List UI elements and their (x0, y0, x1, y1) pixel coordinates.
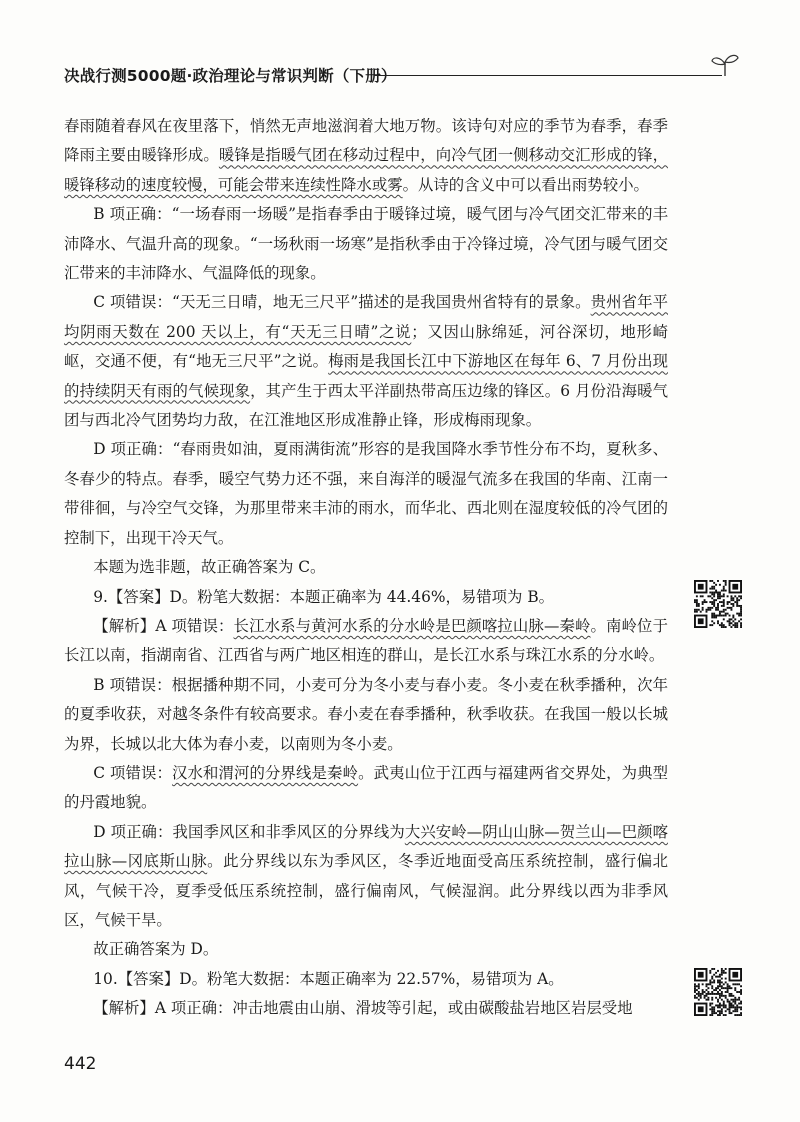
text-run: 9.【答案】D。粉笔大数据：本题正确率为 44.46%，易错项为 B。 (93, 587, 555, 606)
underlined-text: 梅雨是我国长江中下游地区在每年 6、7 月份出现的持续阴天有雨的气候现象 (64, 352, 668, 400)
leaf-sprout-icon (710, 52, 740, 78)
text-run: 【解析】A 项错误： (93, 616, 234, 635)
qr-code-icon[interactable] (694, 580, 742, 628)
text-run: 故正确答案为 D。 (93, 940, 219, 959)
underlined-text: 汉水和渭河的分界线是秦岭 (172, 763, 359, 782)
text-run: 。武夷山位于江西与福建两省交界处，为典型的丹霞地貌。 (64, 763, 668, 812)
paragraph (64, 112, 668, 200)
text-run: B 项正确：“一场春雨一场暖”是指春季由于暖锋过境，暖气团与冷气团交汇带来的丰沛降水、气温升高的现象。“一场秋雨一场寒”是指秋季由于冷锋过境，冷气团与暖气团交汇带来的丰沛降水、气温降低的现象。 (64, 205, 668, 283)
text-run: D 项正确：我国季风区和非季风区的分界线为 (93, 822, 405, 841)
paragraph (64, 200, 668, 288)
text-run: 本题为选非题，故正确答案为 C。 (93, 558, 326, 577)
paragraph (64, 965, 668, 994)
paragraph (64, 818, 668, 936)
text-run: 【解析】A 项正确：冲击地震由山崩、滑坡等引起，或由碳酸盐岩地区岩层受地 (93, 999, 633, 1018)
underlined-text: 长江水系与黄河水系的分水岭是巴颜喀拉山脉—秦岭 (233, 616, 591, 635)
paragraph (64, 612, 668, 671)
text-run: B 项错误：根据播种期不同，小麦可分为冬小麦与春小麦。冬小麦在秋季播种，次年的夏季收获，对越冬条件有较高要求。春小麦在春季播种，秋季收获。在我国一般以长城为界，长城以北大体为春小麦，以南则为冬小麦。 (64, 675, 668, 753)
qr-code-icon[interactable] (694, 968, 742, 1016)
paragraph (64, 553, 668, 582)
paragraph (64, 994, 668, 1023)
underlined-text: 大兴安岭—阴山山脉—贺兰山—巴颜喀拉山脉—冈底斯山脉 (64, 822, 668, 871)
header-rule (374, 75, 722, 76)
text-run: ，其产生于西太平洋副热带高压边缘的锋区。6 月份沿海暖气团与西北冷气团势均力敌，在江淮地区形成准静止锋，形成梅雨现象。 (64, 381, 668, 430)
paragraph (64, 671, 668, 759)
text-run: 。此分界线以东为季风区，冬季近地面受高压系统控制，盛行偏北风，气候干冷，夏季受低压系统控制，盛行偏南风，气候湿润。此分界线以西为非季风区，气候干旱。 (64, 852, 668, 929)
text-run: 。从诗的含义中可以看出雨势较小。 (402, 175, 649, 194)
explanation-body (64, 112, 668, 1024)
underlined-text: 贵州省年平均阴雨天数在 200 天以上，有“天无三日晴”之说 (64, 293, 668, 341)
text-run: D 项正确：“春雨贵如油，夏雨满街流”形容的是我国降水季节性分布不均，夏秋多、冬春少的特点。春季，暖空气势力还不强，来自海洋的暖湿气流多在我国的华南、江南一带徘徊，与冷空气交锋，为那里带来丰沛的雨水，而华北、西北则在湿度较低的冷气团的控制下，出现干冷天气。 (64, 440, 668, 547)
text-run: 春雨随着春风在夜里落下，悄然无声地滋润着大地万物。该诗句对应的季节为春季，春季降雨主要由暖锋形成。 (64, 117, 668, 165)
paragraph (64, 288, 668, 435)
paragraph (64, 759, 668, 818)
running-header (64, 62, 740, 90)
text-run: 10.【答案】D。粉笔大数据：本题正确率为 22.57%，易错项为 A。 (93, 969, 564, 988)
text-run: C 项错误： (93, 763, 173, 782)
paragraph (64, 935, 668, 964)
paragraph (64, 435, 668, 553)
text-run: C 项错误：“天无三日晴，地无三尺平”描述的是我国贵州省特有的景象。 (93, 293, 591, 312)
book-title: 决战行测5000题·政治理论与常识判断（下册） (64, 67, 397, 85)
text-run: 。南岭位于长江以南，指湖南省、江西省与两广地区相连的群山，是长江水系与珠江水系的分水岭。 (64, 616, 668, 665)
page-number: 442 (64, 1054, 97, 1074)
underlined-text: 暖锋是指暖气团在移动过程中，向冷气团一侧移动交汇形成的锋，暖锋移动的速度较慢，可能会带来连续性降水或雾 (64, 146, 668, 194)
text-run: ；又因山脉绵延，河谷深切，地形崎岖，交通不便，有“地无三尺平”之说。 (64, 322, 668, 371)
paragraph (64, 583, 668, 612)
